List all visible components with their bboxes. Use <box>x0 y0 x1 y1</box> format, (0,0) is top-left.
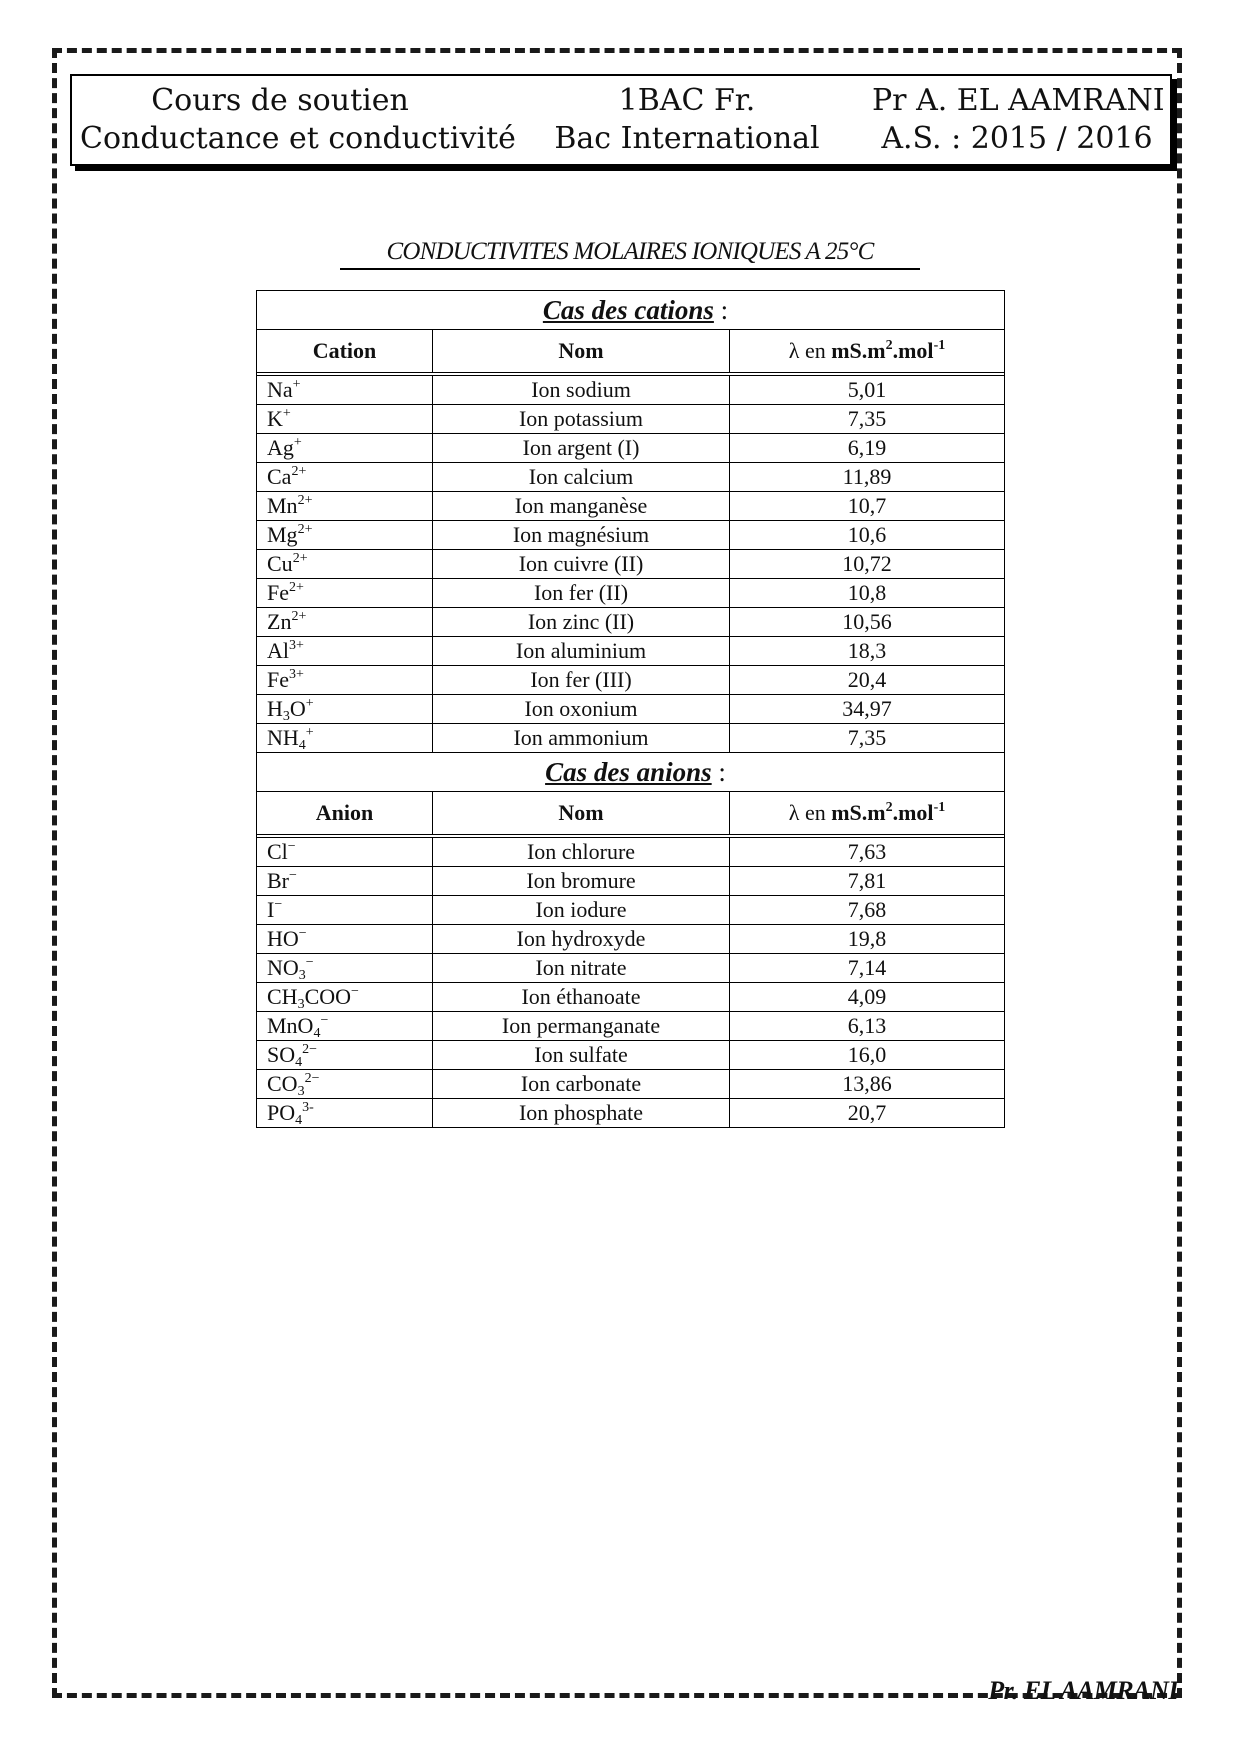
formula-sup: 2+ <box>297 522 313 537</box>
formula-base: Mg <box>267 522 298 547</box>
ion-name: Ion potassium <box>433 405 730 434</box>
ion-conductivity: 10,56 <box>730 608 1005 637</box>
formula-sup: − <box>289 868 297 883</box>
ion-formula <box>257 1099 433 1128</box>
cation-section-header <box>257 291 1005 330</box>
ion-formula <box>257 608 433 637</box>
ion-conductivity: 19,8 <box>730 925 1005 954</box>
ion-formula <box>257 550 433 579</box>
table-row <box>257 838 1005 867</box>
ion-conductivity: 10,7 <box>730 492 1005 521</box>
ion-name: Ion phosphate <box>433 1099 730 1128</box>
ion-formula <box>257 463 433 492</box>
formula-base: I <box>267 897 275 922</box>
ion-conductivity: 13,86 <box>730 1070 1005 1099</box>
formula-sup: 2+ <box>292 551 308 566</box>
lambda-unit-part: mS.m <box>831 800 886 825</box>
ion-formula <box>257 1012 433 1041</box>
ion-conductivity: 7,63 <box>730 838 1005 867</box>
ion-formula <box>257 954 433 983</box>
ion-name: Ion nitrate <box>433 954 730 983</box>
table-row <box>257 724 1005 753</box>
header-teacher <box>872 82 1165 158</box>
table-row <box>257 492 1005 521</box>
ion-name: Ion ammonium <box>433 724 730 753</box>
ion-name: Ion éthanoate <box>433 983 730 1012</box>
formula-sup: − <box>287 839 296 854</box>
formula-tail: O <box>289 696 306 721</box>
anion-section-suffix: : <box>711 757 726 787</box>
lambda-unit-part: .mol <box>892 800 934 825</box>
formula-base: K <box>267 406 283 431</box>
formula-base: HO <box>267 926 299 951</box>
lambda-symbol: λ en <box>788 800 832 825</box>
table-row <box>257 463 1005 492</box>
formula-base: Ca <box>267 464 292 489</box>
ion-conductivity: 7,81 <box>730 867 1005 896</box>
lambda-exp: -1 <box>933 338 946 353</box>
formula-sup: + <box>282 406 291 421</box>
formula-sup: + <box>293 435 302 450</box>
ion-conductivity: 6,13 <box>730 1012 1005 1041</box>
formula-sub: 4 <box>298 738 306 753</box>
header-course-type: Cours de soutien <box>151 83 409 118</box>
header-school-year: A.S. : 2015 / 2016 <box>881 121 1153 156</box>
ion-formula <box>257 1041 433 1070</box>
formula-sup: 2− <box>304 1071 320 1086</box>
anion-section-header <box>257 753 1005 792</box>
ion-name: Ion iodure <box>433 896 730 925</box>
table-row <box>257 579 1005 608</box>
ion-formula <box>257 405 433 434</box>
ion-formula <box>257 867 433 896</box>
ion-name: Ion aluminium <box>433 637 730 666</box>
ion-name: Ion fer (III) <box>433 666 730 695</box>
table-row <box>257 867 1005 896</box>
cation-section <box>257 291 1005 753</box>
ion-formula <box>257 666 433 695</box>
ion-conductivity: 7,35 <box>730 405 1005 434</box>
ion-name: Ion hydroxyde <box>433 925 730 954</box>
formula-sup: 2+ <box>297 493 313 508</box>
ion-name: Ion oxonium <box>433 695 730 724</box>
footer-signature: Pr. EL AAMRANI <box>988 1676 1178 1705</box>
document-title: CONDUCTIVITES MOLAIRES IONIQUES A 25°C <box>340 238 920 270</box>
cation-section-title: Cas des cations <box>542 295 714 325</box>
ion-formula <box>257 983 433 1012</box>
ion-formula <box>257 1070 433 1099</box>
formula-base: Mn <box>267 493 298 518</box>
ion-conductivity: 18,3 <box>730 637 1005 666</box>
formula-tail: COO <box>304 984 352 1009</box>
ion-formula <box>257 724 433 753</box>
formula-base: SO <box>267 1042 296 1067</box>
formula-base: Cu <box>267 551 293 576</box>
ion-formula <box>257 492 433 521</box>
ion-conductivity: 5,01 <box>730 376 1005 405</box>
formula-sub: 4 <box>295 1055 303 1070</box>
header-course <box>80 82 516 158</box>
table-row <box>257 608 1005 637</box>
cation-section-suffix: : <box>713 295 729 325</box>
table-row <box>257 637 1005 666</box>
ion-name: Ion fer (II) <box>433 579 730 608</box>
ion-conductivity: 11,89 <box>730 463 1005 492</box>
lambda-unit-part: mS.m <box>831 338 886 363</box>
formula-sup: 2+ <box>291 609 307 624</box>
formula-sup: − <box>274 897 283 912</box>
formula-base: Na <box>267 377 293 402</box>
table-row <box>257 896 1005 925</box>
table-row <box>257 925 1005 954</box>
ion-name: Ion zinc (II) <box>433 608 730 637</box>
formula-sup: − <box>351 984 359 999</box>
table-row <box>257 1012 1005 1041</box>
formula-sub: 4 <box>295 1113 303 1128</box>
formula-base: NO <box>267 955 299 980</box>
table-row <box>257 1041 1005 1070</box>
ion-name: Ion chlorure <box>433 838 730 867</box>
formula-sup: − <box>305 955 314 970</box>
formula-sub: 4 <box>313 1026 321 1041</box>
ion-formula <box>257 579 433 608</box>
cation-col-ion: Cation <box>257 330 433 373</box>
formula-base: PO <box>267 1100 296 1125</box>
anion-section <box>257 753 1005 1128</box>
formula-base: NH <box>267 725 299 750</box>
ion-conductivity: 7,68 <box>730 896 1005 925</box>
anion-col-lambda <box>730 792 1005 835</box>
formula-sup: + <box>305 725 314 740</box>
formula-base: Zn <box>267 609 292 634</box>
ion-formula <box>257 521 433 550</box>
table-row <box>257 954 1005 983</box>
ion-formula <box>257 838 433 867</box>
lambda-unit-part: .mol <box>892 338 934 363</box>
ion-name: Ion sodium <box>433 376 730 405</box>
formula-base: CH <box>267 984 298 1009</box>
ion-formula <box>257 434 433 463</box>
ion-conductivity: 20,7 <box>730 1099 1005 1128</box>
ion-name: Ion argent (I) <box>433 434 730 463</box>
formula-sup: 3+ <box>289 667 304 682</box>
ion-name: Ion permanganate <box>433 1012 730 1041</box>
table-row <box>257 405 1005 434</box>
table-row <box>257 376 1005 405</box>
ion-name: Ion bromure <box>433 867 730 896</box>
cation-col-name: Nom <box>433 330 730 373</box>
lambda-symbol: λ en <box>788 338 832 363</box>
anion-col-name: Nom <box>433 792 730 835</box>
formula-sup: − <box>320 1013 329 1028</box>
formula-base: CO <box>267 1071 298 1096</box>
formula-base: Br <box>267 868 289 893</box>
formula-sup: 2− <box>302 1042 318 1057</box>
formula-sub: 3 <box>282 709 290 724</box>
formula-sup: + <box>292 377 301 392</box>
header-level <box>542 82 832 158</box>
formula-sub: 3 <box>297 997 305 1012</box>
header-level-class: 1BAC Fr. <box>618 83 756 118</box>
table-row <box>257 550 1005 579</box>
anion-col-ion: Anion <box>257 792 433 835</box>
formula-base: Fe <box>267 580 289 605</box>
ion-formula <box>257 376 433 405</box>
ionic-conductivity-table <box>256 290 1005 1128</box>
formula-sup: − <box>298 926 307 941</box>
lambda-exp: 2 <box>885 338 893 353</box>
ion-name: Ion magnésium <box>433 521 730 550</box>
ion-name: Ion sulfate <box>433 1041 730 1070</box>
table-row <box>257 1070 1005 1099</box>
ion-conductivity: 10,72 <box>730 550 1005 579</box>
formula-sup: 2+ <box>289 580 304 595</box>
table-row <box>257 695 1005 724</box>
formula-base: Cl <box>267 839 288 864</box>
ion-formula <box>257 695 433 724</box>
ion-formula <box>257 896 433 925</box>
ion-conductivity: 6,19 <box>730 434 1005 463</box>
formula-base: H <box>267 696 283 721</box>
anion-section-title: Cas des anions <box>545 757 712 787</box>
formula-base: Ag <box>267 435 294 460</box>
lambda-exp: 2 <box>885 800 893 815</box>
formula-base: Fe <box>267 667 289 692</box>
lambda-exp: -1 <box>933 800 946 815</box>
ion-name: Ion carbonate <box>433 1070 730 1099</box>
formula-sup: + <box>305 696 314 711</box>
anion-column-headers <box>257 792 1005 835</box>
table-row <box>257 983 1005 1012</box>
ion-name: Ion manganèse <box>433 492 730 521</box>
ion-formula <box>257 925 433 954</box>
formula-sub: 3 <box>298 968 306 983</box>
formula-sup: 2+ <box>291 464 307 479</box>
ion-conductivity: 10,8 <box>730 579 1005 608</box>
cation-col-lambda <box>730 330 1005 373</box>
header-teacher-name: Pr A. EL AAMRANI <box>872 83 1165 118</box>
ion-name: Ion cuivre (II) <box>433 550 730 579</box>
header-course-topic: Conductance et conductivité <box>80 121 516 156</box>
header-level-track: Bac International <box>554 121 820 156</box>
ion-name: Ion calcium <box>433 463 730 492</box>
formula-base: Al <box>267 638 289 663</box>
formula-base: MnO <box>267 1013 314 1038</box>
ion-conductivity: 10,6 <box>730 521 1005 550</box>
ion-conductivity: 7,14 <box>730 954 1005 983</box>
formula-sup: 3- <box>302 1100 314 1115</box>
table-row <box>257 1099 1005 1128</box>
ion-conductivity: 16,0 <box>730 1041 1005 1070</box>
table-row <box>257 666 1005 695</box>
ion-conductivity: 20,4 <box>730 666 1005 695</box>
ion-conductivity: 7,35 <box>730 724 1005 753</box>
formula-sup: 3+ <box>289 638 304 653</box>
table-row <box>257 434 1005 463</box>
cation-column-headers <box>257 330 1005 373</box>
formula-sub: 3 <box>297 1084 305 1099</box>
ion-conductivity: 34,97 <box>730 695 1005 724</box>
ion-formula <box>257 637 433 666</box>
table-row <box>257 521 1005 550</box>
ion-conductivity: 4,09 <box>730 983 1005 1012</box>
document-header <box>70 74 1172 166</box>
